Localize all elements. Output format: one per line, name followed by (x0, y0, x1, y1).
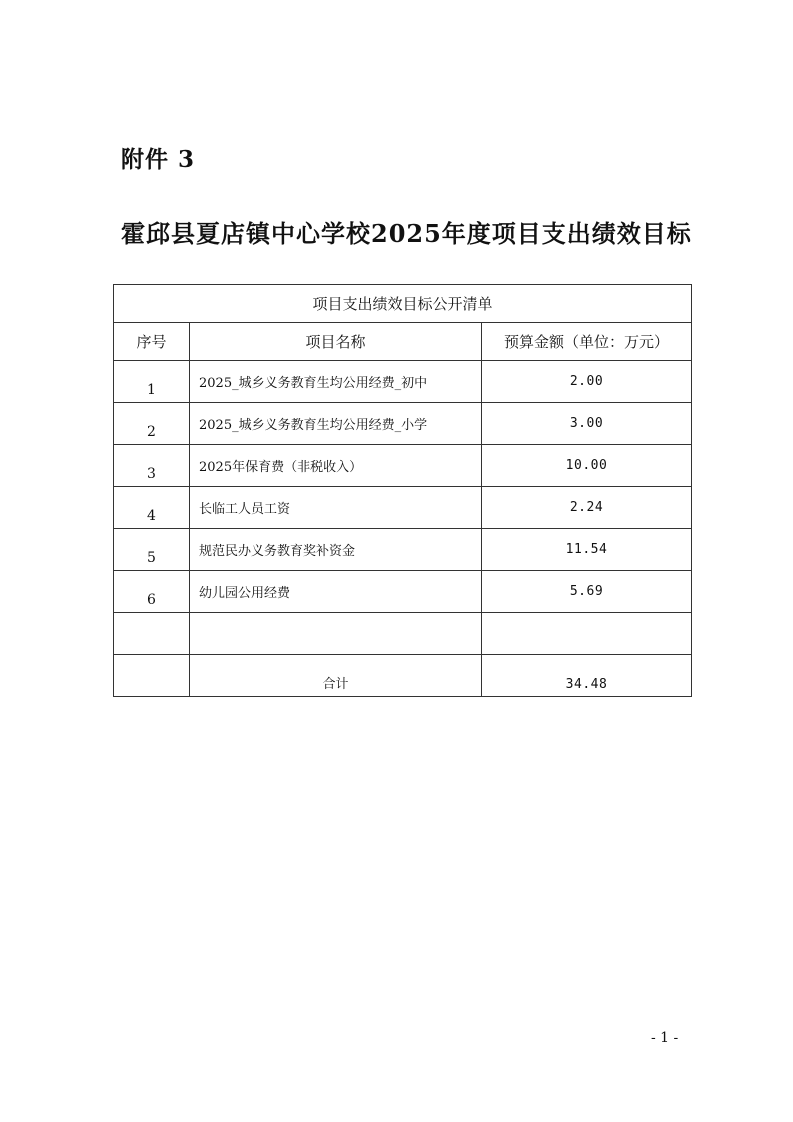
table-row (114, 529, 692, 571)
row-seq: 2 (114, 403, 190, 445)
row-name: 2025_城乡义务教育生均公用经费_初中 (190, 361, 482, 403)
row-seq: 6 (114, 571, 190, 613)
page-title: 霍邱县夏店镇中心学校2025年度项目支出绩效目标 (121, 219, 692, 248)
row-seq: 3 (114, 445, 190, 487)
table-row (114, 487, 692, 529)
row-seq: 1 (114, 361, 190, 403)
row-amount: 3.00 (482, 403, 692, 445)
table-header-row (114, 323, 692, 361)
page-number: - 1 - (651, 1030, 679, 1046)
table-row (114, 571, 692, 613)
row-name: 幼儿园公用经费 (190, 571, 482, 613)
total-label: 合计 (190, 655, 482, 697)
row-seq: 5 (114, 529, 190, 571)
row-amount: 11.54 (482, 529, 692, 571)
header-name: 项目名称 (190, 323, 482, 361)
table-row (114, 445, 692, 487)
total-amount: 34.48 (482, 655, 692, 697)
empty-row (114, 613, 692, 655)
row-amount: 2.00 (482, 361, 692, 403)
empty-cell (190, 613, 482, 655)
row-name: 规范民办义务教育奖补资金 (190, 529, 482, 571)
header-seq: 序号 (114, 323, 190, 361)
row-amount: 2.24 (482, 487, 692, 529)
table-caption-row (114, 285, 692, 323)
header-amount: 预算金额（单位：万元） (482, 323, 692, 361)
row-amount: 5.69 (482, 571, 692, 613)
row-name: 长临工人员工资 (190, 487, 482, 529)
row-amount: 10.00 (482, 445, 692, 487)
budget-table (113, 284, 692, 697)
row-name: 2025_城乡义务教育生均公用经费_小学 (190, 403, 482, 445)
total-seq-cell (114, 655, 190, 697)
empty-cell (482, 613, 692, 655)
total-row (114, 655, 692, 697)
row-name: 2025年保育费（非税收入） (190, 445, 482, 487)
row-seq: 4 (114, 487, 190, 529)
table-row (114, 361, 692, 403)
table-caption: 项目支出绩效目标公开清单 (114, 285, 692, 323)
empty-cell (114, 613, 190, 655)
table-row (114, 403, 692, 445)
attachment-label: 附件 3 (121, 146, 196, 173)
